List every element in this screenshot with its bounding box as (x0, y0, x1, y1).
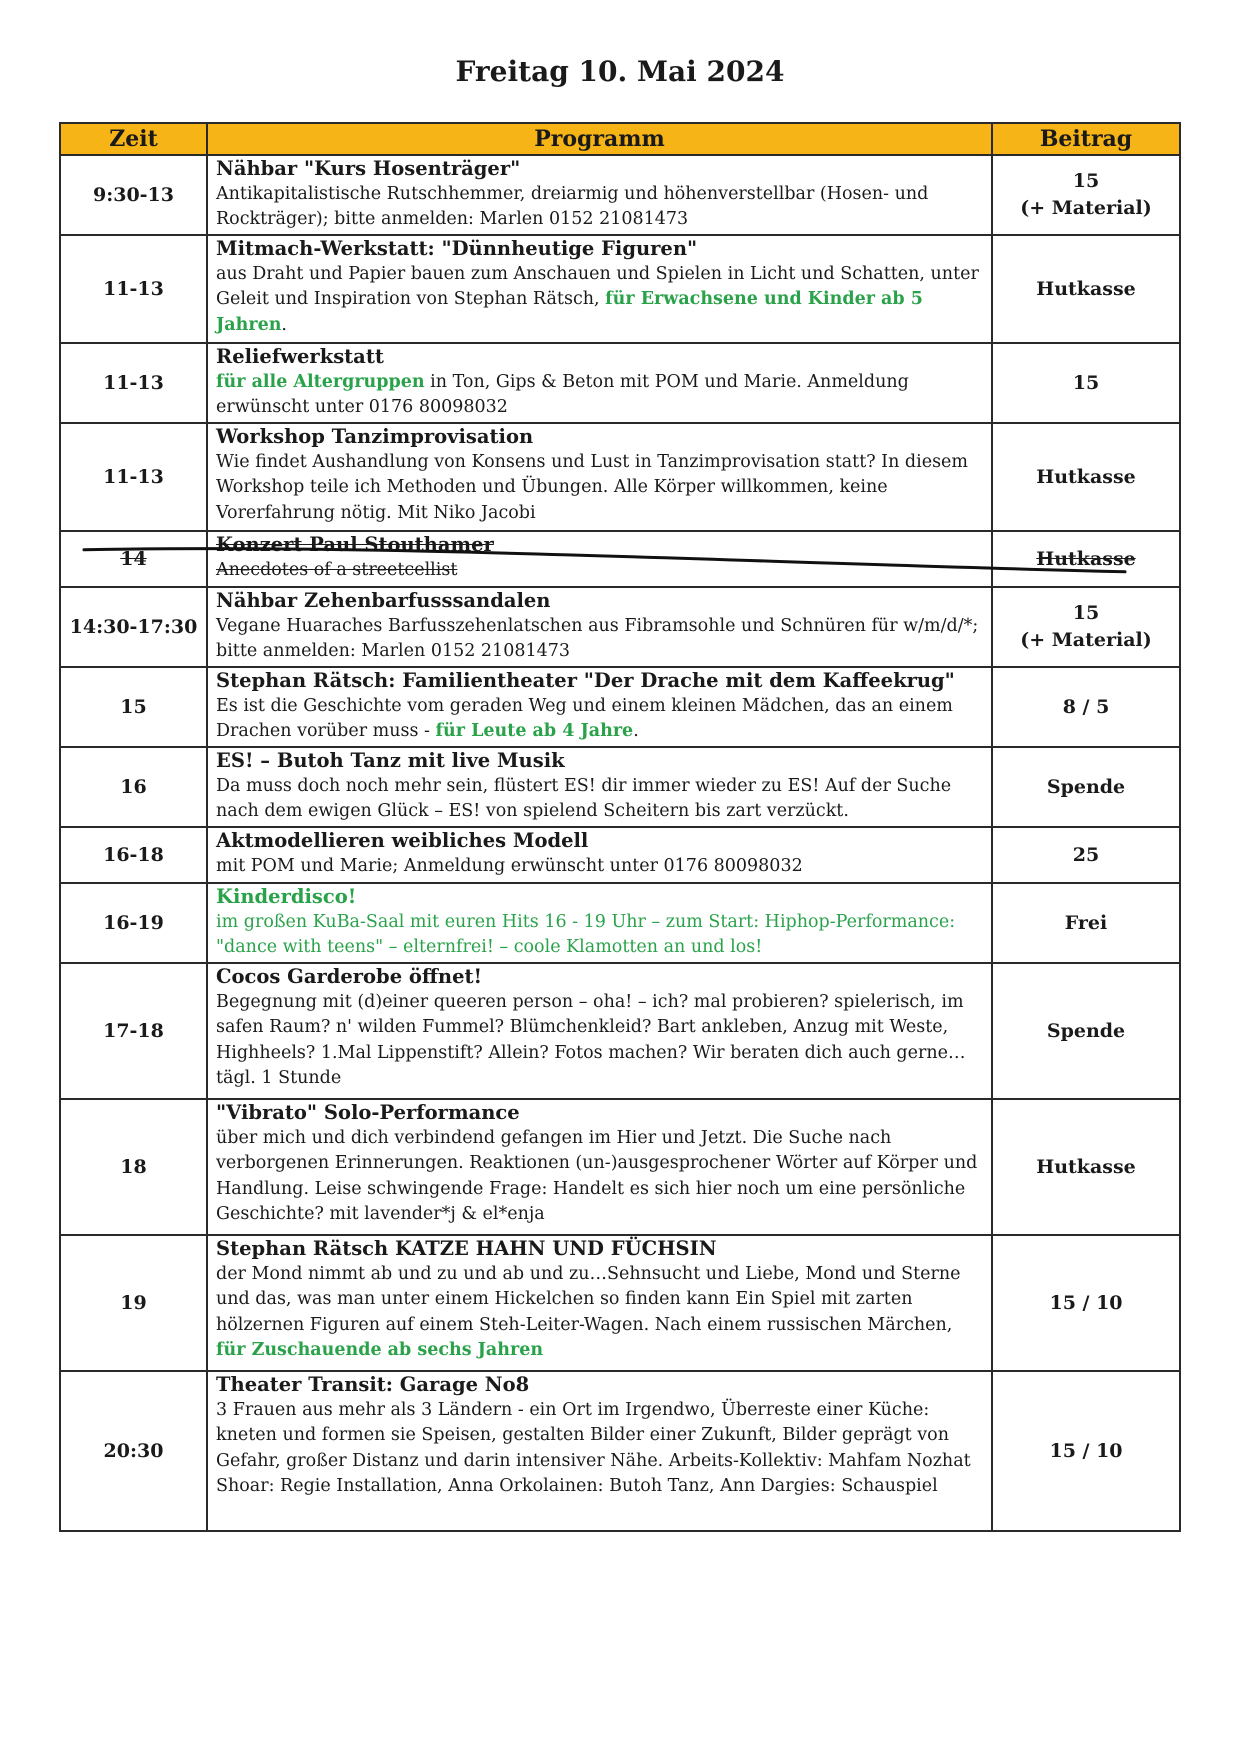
cell-programm (207, 1371, 992, 1531)
cell-programm (207, 1235, 992, 1371)
beitrag-amount: Hutkasse (1036, 547, 1136, 570)
event-description (216, 450, 983, 527)
beitrag-amount: 15 (1072, 602, 1100, 624)
table-row (60, 1099, 1180, 1235)
event-description (216, 614, 983, 665)
cell-zeit: 9:30-13 (60, 155, 207, 235)
event-description (216, 1398, 983, 1500)
description-text: im großen KuBa-Saal mit euren Hits 16 - 19 Uhr – zum Start: Hiphop-Performance: "dance with teens" – elternfrei! – coole Klamotten an und los! (216, 911, 956, 957)
event-description (216, 694, 983, 745)
beitrag-amount: Hutkasse (1036, 1155, 1136, 1178)
event-description (216, 854, 983, 880)
event-title: Aktmodellieren weibliches Modell (216, 829, 589, 852)
beitrag-extra: (+ Material) (1020, 197, 1152, 219)
event-title: Stephan Rätsch KATZE HAHN UND FÜCHSIN (216, 1237, 717, 1260)
program-rows (60, 155, 1180, 1531)
event-title: Reliefwerkstatt (216, 345, 384, 368)
cell-zeit: 11-13 (60, 423, 207, 531)
event-description (216, 262, 983, 339)
cell-programm (207, 827, 992, 883)
age-note: für Zuschauende ab sechs Jahren (216, 1340, 544, 1360)
event-title: Nähbar "Kurs Hosenträger" (216, 157, 521, 180)
description-text: 3 Frauen aus mehr als 3 Ländern - ein Ort im Irgendwo, Überreste einer Küche: kneten und formen sie Speisen, gestalten Bilder einer Zukunft, Bilder geprägt von Gefahr, großer Distanz und darin intensiver Nähe. Arbeits-Kollektiv: Mahfam Nozhat Shoar: Regie Installation, Anna Orkolainen: Butoh Tanz, Ann Dargies: Schauspiel (216, 1399, 971, 1496)
table-row (60, 531, 1180, 587)
table-row (60, 423, 1180, 531)
event-title: "Vibrato" Solo-Performance (216, 1101, 520, 1124)
cell-zeit: 11-13 (60, 235, 207, 343)
cell-programm (207, 883, 992, 963)
event-title: ES! – Butoh Tanz mit live Musik (216, 749, 565, 772)
beitrag-amount: 8 / 5 (1062, 695, 1110, 718)
cell-zeit: 18 (60, 1099, 207, 1235)
description-text: Wie findet Aushandlung von Konsens und Lust in Tanzimprovisation statt? In diesem Workshop teile ich Methoden und Übungen. Alle Körper willkommen, keine Vorerfahrung nötig. Mit Niko Jacobi (216, 451, 969, 523)
header-row (60, 123, 1180, 155)
page-title: Freitag 10. Mai 2024 (455, 55, 785, 88)
description-text: in Ton, Gips & Beton mit POM und Marie. Anmeldung erwünscht unter 0176 80098032 (216, 371, 909, 417)
event-description (216, 1262, 983, 1364)
beitrag-amount: 15 / 10 (1049, 1291, 1123, 1314)
event-title: Mitmach-Werkstatt: "Dünnheutige Figuren" (216, 237, 698, 260)
description-text: Begegnung mit (d)einer queeren person – oha! – ich? mal probieren? spielerisch, im safen Raum? n' wilden Fummel? Blümchenkleid? Bart ankleben, Anzug mit Weste, Highheels? 1.Mal Lippenstift? Allein? Fotos machen? Wir beraten dich auch gerne… tägl. 1 Stunde (216, 991, 966, 1088)
description-text: Antikapitalistische Rutschhemmer, dreiarmig und höhenverstellbar (Hosen- und Rockträger); bitte anmelden: Marlen 0152 21081473 (216, 183, 929, 229)
table-row (60, 883, 1180, 963)
beitrag-amount: 15 (1072, 170, 1100, 192)
table-row (60, 1235, 1180, 1371)
header-programm: Programm (207, 123, 992, 155)
cell-programm (207, 747, 992, 827)
description-text: Anecdotes of a streetcellist (216, 559, 458, 580)
cell-zeit: 14 (60, 531, 207, 587)
cell-beitrag (992, 1371, 1180, 1531)
cell-programm (207, 531, 992, 587)
event-title: Workshop Tanzimprovisation (216, 425, 534, 448)
cell-beitrag (992, 747, 1180, 827)
event-description (216, 370, 983, 421)
age-note: für Erwachsene und Kinder ab 5 Jahren (216, 289, 923, 335)
table-row (60, 343, 1180, 423)
table-row (60, 963, 1180, 1099)
event-title: Kinderdisco! (216, 885, 357, 908)
event-description (216, 1126, 983, 1228)
table-row (60, 587, 1180, 667)
event-title: Nähbar Zehenbarfusssandalen (216, 589, 551, 612)
event-description (216, 990, 983, 1092)
beitrag-extra: (+ Material) (1020, 629, 1152, 651)
cell-programm (207, 235, 992, 343)
beitrag-amount: 15 / 10 (1049, 1439, 1123, 1462)
table-row (60, 827, 1180, 883)
header-beitrag: Beitrag (992, 123, 1180, 155)
cell-beitrag (992, 1235, 1180, 1371)
cell-beitrag (992, 343, 1180, 423)
cell-programm (207, 667, 992, 747)
age-note: für Leute ab 4 Jahre (435, 721, 634, 741)
event-description (216, 182, 983, 233)
description-text: der Mond nimmt ab und zu und ab und zu…Sehnsucht und Liebe, Mond und Sterne und das, was man unter einem Hickelchen so finden kann Ein Spiel mit zarten hölzernen Figuren auf einem Steh-Leiter-Wagen. Nach einem russischen Märchen, (216, 1263, 961, 1335)
cell-beitrag (992, 423, 1180, 531)
cell-beitrag (992, 883, 1180, 963)
table-row (60, 235, 1180, 343)
beitrag-amount: 15 (1072, 371, 1100, 394)
description-text: Vegane Huaraches Barfusszehenlatschen aus Fibramsohle und Schnüren für w/m/d/*; bitte anmelden: Marlen 0152 21081473 (216, 615, 979, 661)
table-row (60, 747, 1180, 827)
cell-zeit: 11-13 (60, 343, 207, 423)
table-row (60, 667, 1180, 747)
event-title: Konzert Paul Stouthamer (216, 533, 494, 556)
event-title: Stephan Rätsch: Familientheater "Der Drache mit dem Kaffeekrug" (216, 669, 955, 692)
cell-programm (207, 423, 992, 531)
cell-beitrag (992, 235, 1180, 343)
beitrag-amount: Frei (1064, 911, 1108, 934)
description-text: . (633, 721, 639, 741)
cell-programm (207, 587, 992, 667)
header-zeit: Zeit (60, 123, 207, 155)
cell-zeit: 16-19 (60, 883, 207, 963)
program-table (59, 122, 1181, 1532)
cell-programm (207, 155, 992, 235)
beitrag-amount: 25 (1072, 843, 1100, 866)
beitrag-amount: Spende (1046, 1019, 1126, 1042)
description-text: aus Draht und Papier bauen zum Anschauen und Spielen in Licht und Schatten, unter Geleit und Inspiration von Stephan Rätsch, (216, 263, 979, 309)
description-text: Es ist die Geschichte vom geraden Weg und einem kleinen Mädchen, das an einem Drachen vorüber muss - (216, 695, 953, 741)
description-text: Da muss doch noch mehr sein, flüstert ES! dir immer wieder zu ES! Auf der Suche nach dem ewigen Glück – ES! von spielend Scheitern bis zart verzückt. (216, 775, 952, 821)
cell-zeit: 16 (60, 747, 207, 827)
beitrag-amount: Spende (1046, 775, 1126, 798)
cell-programm (207, 343, 992, 423)
event-title: Theater Transit: Garage No8 (216, 1373, 530, 1396)
cell-programm (207, 963, 992, 1099)
cell-beitrag (992, 155, 1180, 235)
table-row (60, 1371, 1180, 1531)
cell-beitrag (992, 1099, 1180, 1235)
cell-zeit: 20:30 (60, 1371, 207, 1531)
cell-beitrag (992, 827, 1180, 883)
event-description (216, 910, 983, 961)
cell-beitrag (992, 587, 1180, 667)
table-row (60, 155, 1180, 235)
event-description (216, 774, 983, 825)
description-text: mit POM und Marie; Anmeldung erwünscht unter 0176 80098032 (216, 855, 803, 876)
description-text: über mich und dich verbindend gefangen im Hier und Jetzt. Die Suche nach verborgenen Erinnerungen. Reaktionen (un-)ausgesprochener Wörter auf Körper und Handlung. Leise schwingende Frage: Handelt es sich hier noch um eine persönliche Geschichte? mit lavender*j & el*enja (216, 1127, 978, 1224)
cell-zeit: 19 (60, 1235, 207, 1371)
cell-beitrag (992, 667, 1180, 747)
cell-zeit: 14:30-17:30 (60, 587, 207, 667)
cell-beitrag (992, 531, 1180, 587)
beitrag-amount: Hutkasse (1036, 277, 1136, 300)
beitrag-amount: Hutkasse (1036, 465, 1136, 488)
event-description (216, 558, 983, 584)
cell-zeit: 17-18 (60, 963, 207, 1099)
age-note: für alle Altergruppen (216, 371, 425, 392)
cell-zeit: 15 (60, 667, 207, 747)
cell-programm (207, 1099, 992, 1235)
cell-zeit: 16-18 (60, 827, 207, 883)
description-text: . (281, 314, 287, 335)
event-title: Cocos Garderobe öffnet! (216, 965, 483, 988)
cell-beitrag (992, 963, 1180, 1099)
